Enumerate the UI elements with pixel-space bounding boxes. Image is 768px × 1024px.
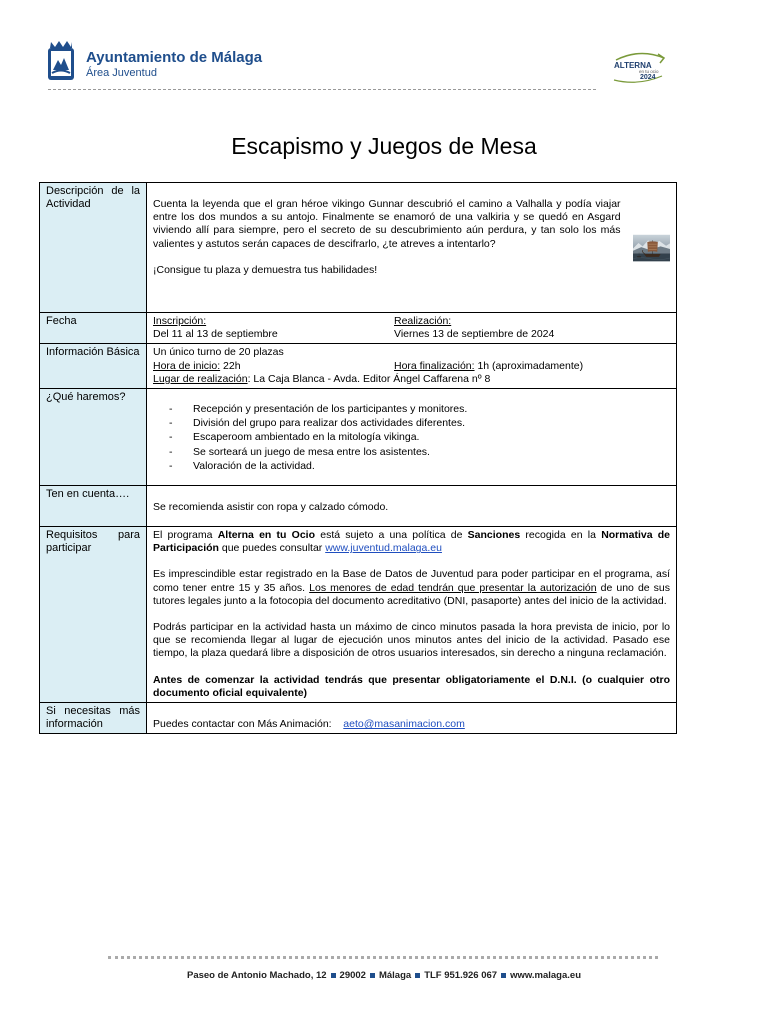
footer-cp: 29002: [339, 970, 366, 981]
descripcion-cta: ¡Consigue tu plaza y demuestra tus habilidades!: [153, 263, 378, 276]
page-footer: [0, 970, 768, 981]
list-item: - Valoración de la actividad.: [169, 459, 315, 472]
alterna-logo: [610, 50, 668, 84]
label-fecha: Fecha: [40, 313, 147, 344]
contact-email-link[interactable]: aeto@masanimacion.com: [343, 718, 465, 731]
malaga-crest-logo: [46, 40, 76, 82]
activities-list: [169, 403, 670, 473]
header-divider: [48, 89, 596, 90]
hora-inicio: Hora de inicio: 22h: [153, 359, 241, 372]
activity-info-table: [39, 182, 677, 734]
footer-tlf: TLF 951.926 067: [424, 970, 498, 981]
cell-mas-info: [147, 703, 677, 734]
cell-que-haremos: [147, 389, 677, 486]
row-info-basica: [40, 344, 677, 389]
label-requisitos: Requisitos para participar: [40, 527, 147, 703]
mas-info-line: Puedes contactar con Más Animación: aeto@masanimacion.com: [153, 718, 465, 731]
page-header: [46, 40, 606, 90]
svg-text:2024: 2024: [640, 74, 656, 81]
label-que-haremos: ¿Qué haremos?: [40, 389, 147, 486]
separator-square-icon: [331, 973, 336, 978]
cell-fecha: [147, 313, 677, 344]
list-item: - División del grupo para realizar dos actividades diferentes.: [169, 417, 465, 430]
row-que-haremos: [40, 389, 677, 486]
separator-square-icon: [415, 973, 420, 978]
list-item: - Se sorteará un juego de mesa entre los asistentes.: [169, 445, 430, 458]
turno-text: Un único turno de 20 plazas: [153, 346, 284, 359]
row-fecha: [40, 313, 677, 344]
cell-descripcion: [147, 183, 677, 313]
realizacion-label: Realización:: [394, 315, 452, 327]
svg-text:en tu ocio: en tu ocio: [639, 69, 659, 74]
label-mas-info: Si necesitas más información: [40, 703, 147, 734]
cell-info-basica: [147, 344, 677, 389]
organization-name: Ayuntamiento de Málaga: [86, 49, 263, 66]
lugar: Lugar de realización: La Caja Blanca - Avda. Editor Ángel Caffarena nº 8: [153, 372, 491, 385]
list-item: - Recepción y presentación de los participantes y monitores.: [169, 403, 468, 416]
inscripcion-value: Del 11 al 13 de septiembre: [153, 328, 278, 341]
label-ten-en-cuenta: Ten en cuenta….: [40, 486, 147, 527]
row-descripcion: [40, 183, 677, 313]
label-descripcion: Descripción de la Actividad: [40, 183, 147, 313]
label-info-basica: Información Básica: [40, 344, 147, 389]
ten-en-cuenta-text: Se recomienda asistir con ropa y calzado cómodo.: [153, 501, 389, 514]
row-ten-en-cuenta: [40, 486, 677, 527]
requisitos-p3: Podrás participar en la actividad hasta un máximo de cinco minutos pasada la hora prevista de inicio, por lo que se recomienda llegar al lugar de ejecución unos minutos antes del inicio de la actividad. Pasado ese tiempo, la plaza quedará libre a disposición de otros usuarios interesados, sin derecho a ninguna reclamación.: [153, 621, 670, 660]
row-mas-info: [40, 703, 677, 734]
row-requisitos: [40, 527, 677, 703]
descripcion-text: Cuenta la leyenda que el gran héroe vikingo Gunnar descubrió el camino a Valhalla y podía viajar entre los dos mundos a su antojo. Finalmente se enamoró de una valkiria y se quedó en Asgard viviendo allí para siempre, pero el secreto de su descubrimiento aún perdura, y tan solo los más valientes y astutos serán capaces de descifrarlo, ¿te atreves a intentarlo?: [153, 198, 621, 250]
realizacion-value: Viernes 13 de septiembre de 2024: [394, 328, 555, 341]
requisitos-p4: Antes de comenzar la actividad tendrás que presentar obligatoriamente el D.N.I. (o cualquier otro documento oficial equivalente): [153, 673, 670, 699]
viking-ship-image: [633, 200, 670, 296]
list-item: - Escaperoom ambientado en la mitología vikinga.: [169, 431, 420, 444]
juventud-link[interactable]: www.juventud.malaga.eu: [325, 542, 442, 555]
svg-text:ALTERNA: ALTERNA: [614, 61, 652, 70]
separator-square-icon: [370, 973, 375, 978]
hora-fin: Hora finalización: 1h (aproximadamente): [394, 359, 584, 372]
footer-address: Paseo de Antonio Machado, 12: [187, 970, 327, 981]
requisitos-p2: Es imprescindible estar registrado en la Base de Datos de Juventud para poder participar en el programa, así como tener entre 15 y 35 años. Los menores de edad tendrán que presentar la autorización de uno de sus tutores legales junto a la fotocopia del documento acreditativo (DNI, pasaporte) antes del inicio de la actividad.: [153, 568, 671, 607]
footer-web: www.malaga.eu: [510, 970, 581, 981]
requisitos-p1: El programa Alterna en tu Ocio está sujeto a una política de Sanciones recogida en la Normativa de Participación que puedes consultar www.juventud.malaga.eu: [153, 529, 671, 555]
page-title: Escapismo y Juegos de Mesa: [231, 133, 537, 159]
inscripcion-label: Inscripción:: [153, 315, 207, 327]
footer-city: Málaga: [378, 970, 412, 981]
cell-requisitos: [147, 527, 677, 703]
separator-square-icon: [501, 973, 506, 978]
department-name: Área Juventud: [86, 67, 157, 79]
footer-divider: [108, 956, 658, 959]
cell-ten-en-cuenta: [147, 486, 677, 527]
